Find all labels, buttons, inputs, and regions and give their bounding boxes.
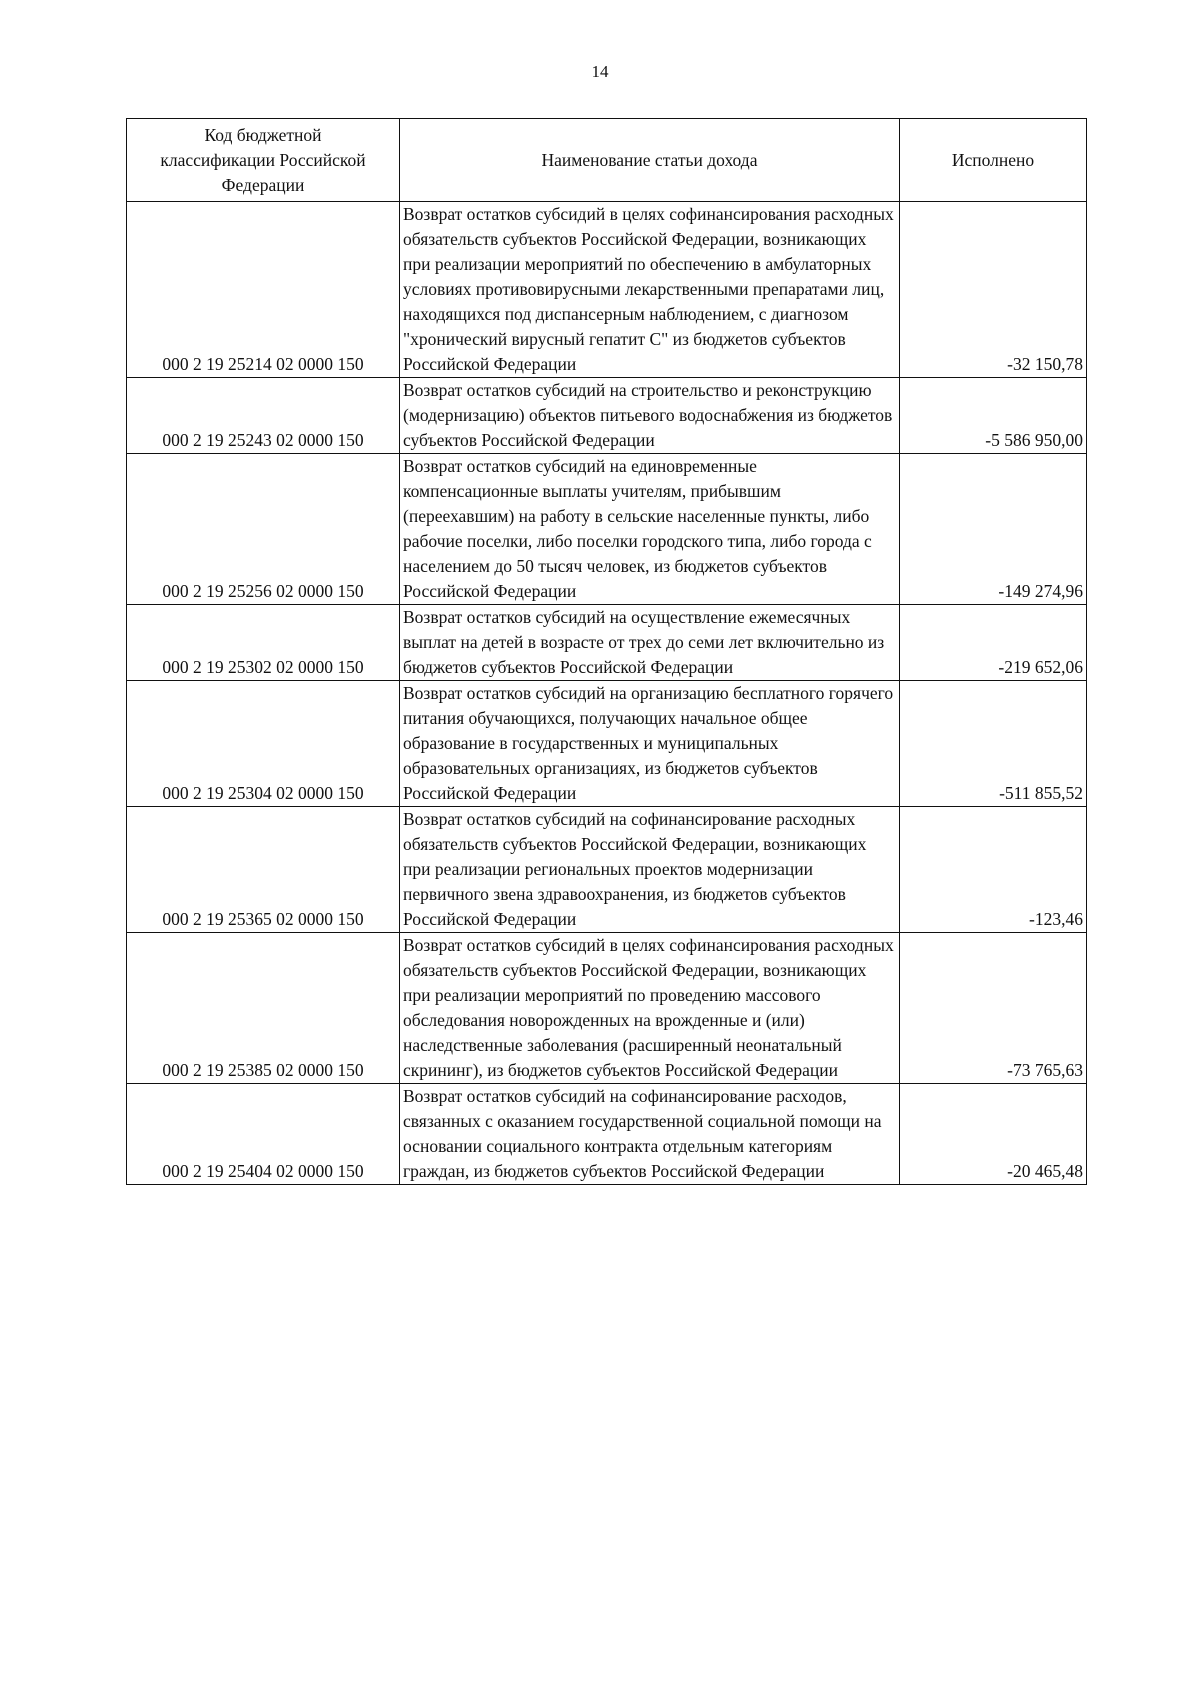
table-row (127, 378, 1087, 454)
table-row (127, 202, 1087, 378)
table-header-row (127, 119, 1087, 202)
row-code: 000 2 19 25243 02 0000 150 (127, 378, 400, 454)
row-amount: -32 150,78 (900, 202, 1087, 378)
row-amount: -5 586 950,00 (900, 378, 1087, 454)
row-name: Возврат остатков субсидий на осуществление ежемесячных выплат на детей в возрасте от трех до семи лет включительно из бюджетов субъектов Российской Федерации (400, 605, 900, 681)
row-code: 000 2 19 25256 02 0000 150 (127, 454, 400, 605)
table-row (127, 681, 1087, 807)
row-name: Возврат остатков субсидий в целях софинансирования расходных обязательств субъектов Российской Федерации, возникающих при реализации мероприятий по обеспечению в амбулаторных условиях противовирусными лекарственными препаратами лиц, находящихся под диспансерным наблюдением, с диагнозом "хронический вирусный гепатит С" из бюджетов субъектов Российской Федерации (400, 202, 900, 378)
row-code: 000 2 19 25214 02 0000 150 (127, 202, 400, 378)
row-amount: -123,46 (900, 807, 1087, 933)
row-name: Возврат остатков субсидий на единовременные компенсационные выплаты учителям, прибывшим (переехавшим) на работу в сельские населенные пункты, либо рабочие поселки, либо поселки городского типа, либо города с населением до 50 тысяч человек, из бюджетов субъектов Российской Федерации (400, 454, 900, 605)
row-name: Возврат остатков субсидий на софинансирование расходов, связанных с оказанием государственной социальной помощи на основании социального контракта отдельным категориям граждан, из бюджетов субъектов Российской Федерации (400, 1084, 900, 1185)
table-row (127, 933, 1087, 1084)
row-code: 000 2 19 25302 02 0000 150 (127, 605, 400, 681)
table-row (127, 1084, 1087, 1185)
table-row (127, 454, 1087, 605)
row-amount: -73 765,63 (900, 933, 1087, 1084)
header-name: Наименование статьи дохода (400, 119, 900, 202)
header-code: Код бюджетной классификации Российской Федерации (127, 119, 400, 202)
row-code: 000 2 19 25404 02 0000 150 (127, 1084, 400, 1185)
row-name: Возврат остатков субсидий на софинансирование расходных обязательств субъектов Российской Федерации, возникающих при реализации региональных проектов модернизации первичного звена здравоохранения, из бюджетов субъектов Российской Федерации (400, 807, 900, 933)
budget-income-table (126, 118, 1087, 1185)
header-executed: Исполнено (900, 119, 1087, 202)
row-amount: -219 652,06 (900, 605, 1087, 681)
table-row (127, 605, 1087, 681)
row-amount: -511 855,52 (900, 681, 1087, 807)
page-number: 14 (591, 62, 609, 81)
row-code: 000 2 19 25304 02 0000 150 (127, 681, 400, 807)
table-row (127, 807, 1087, 933)
row-amount: -20 465,48 (900, 1084, 1087, 1185)
row-code: 000 2 19 25385 02 0000 150 (127, 933, 400, 1084)
row-code: 000 2 19 25365 02 0000 150 (127, 807, 400, 933)
row-name: Возврат остатков субсидий на организацию бесплатного горячего питания обучающихся, получающих начальное общее образование в государственных и муниципальных образовательных организациях, из бюджетов субъектов Российской Федерации (400, 681, 900, 807)
row-amount: -149 274,96 (900, 454, 1087, 605)
row-name: Возврат остатков субсидий в целях софинансирования расходных обязательств субъектов Российской Федерации, возникающих при реализации мероприятий по проведению массового обследования новорожденных на врожденные и (или) наследственные заболевания (расширенный неонатальный скрининг), из бюджетов субъектов Российской Федерации (400, 933, 900, 1084)
row-name: Возврат остатков субсидий на строительство и реконструкцию (модернизацию) объектов питьевого водоснабжения из бюджетов субъектов Российской Федерации (400, 378, 900, 454)
